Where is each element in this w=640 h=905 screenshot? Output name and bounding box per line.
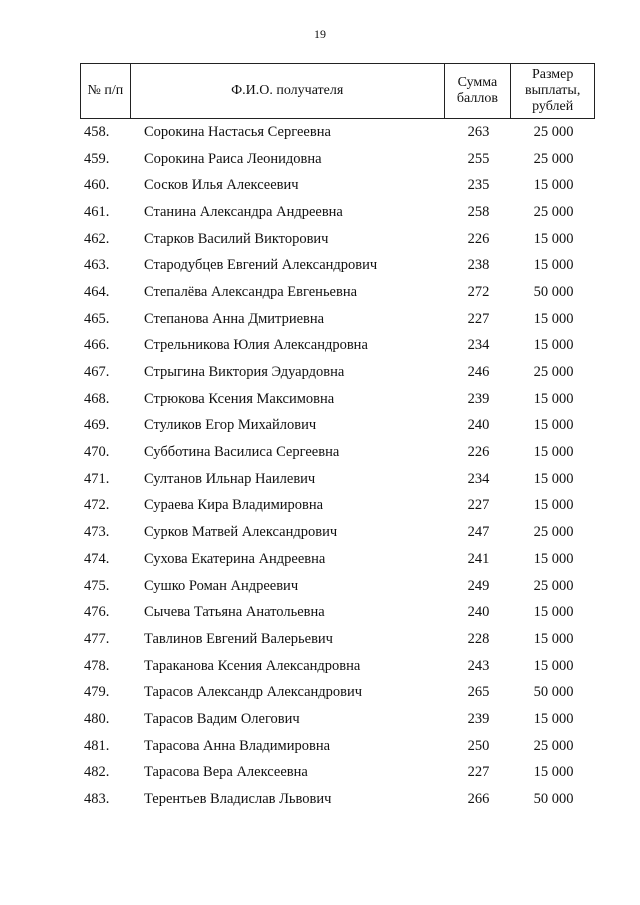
row-score: 226 — [467, 444, 490, 461]
row-payment: 15 000 — [533, 497, 574, 514]
row-name: Степанова Анна Дмитриевна — [144, 310, 325, 327]
row-num: 483. — [84, 791, 110, 808]
row-score: 227 — [467, 310, 490, 327]
row-score: 226 — [467, 230, 490, 247]
header-name: Ф.И.О. получателя — [131, 64, 445, 118]
row-num: 465. — [84, 310, 110, 327]
table-row — [80, 653, 595, 680]
row-num: 464. — [84, 283, 110, 300]
row-payment: 50 000 — [533, 791, 574, 808]
row-num: 459. — [84, 150, 110, 167]
row-num: 458. — [84, 123, 110, 140]
table-header — [80, 63, 595, 119]
row-payment: 15 000 — [533, 630, 574, 647]
row-name: Тавлинов Евгений Валерьевич — [144, 630, 333, 647]
row-num: 471. — [84, 470, 110, 487]
row-num: 474. — [84, 550, 110, 567]
row-name: Стародубцев Евгений Александрович — [144, 257, 378, 274]
row-name: Тараканова Ксения Александровна — [144, 657, 361, 674]
row-payment: 15 000 — [533, 604, 574, 621]
row-num: 462. — [84, 230, 110, 247]
row-payment: 25 000 — [533, 203, 574, 220]
row-score: 235 — [467, 177, 490, 194]
row-num: 470. — [84, 444, 110, 461]
table-row — [80, 413, 595, 440]
row-num: 460. — [84, 177, 110, 194]
row-name: Стуликов Егор Михайлович — [144, 417, 317, 434]
row-name: Сушко Роман Андреевич — [144, 577, 299, 594]
table-row — [80, 493, 595, 520]
row-name: Тарасова Вера Алексеевна — [144, 764, 308, 781]
row-score: 228 — [467, 630, 490, 647]
row-name: Стрыгина Виктория Эдуардовна — [144, 364, 345, 381]
row-payment: 25 000 — [533, 150, 574, 167]
row-name: Стрельникова Юлия Александровна — [144, 337, 368, 354]
table-row — [80, 146, 595, 173]
row-name: Сосков Илья Алексеевич — [144, 177, 299, 194]
row-num: 476. — [84, 604, 110, 621]
row-score: 234 — [467, 337, 490, 354]
row-payment: 15 000 — [533, 764, 574, 781]
row-score: 250 — [467, 737, 490, 754]
table-row — [80, 573, 595, 600]
row-score: 241 — [467, 550, 490, 567]
table-row — [80, 786, 595, 813]
row-num: 463. — [84, 257, 110, 274]
table-row — [80, 679, 595, 706]
row-num: 479. — [84, 684, 110, 701]
row-num: 461. — [84, 203, 110, 220]
row-payment: 15 000 — [533, 444, 574, 461]
row-payment: 25 000 — [533, 123, 574, 140]
row-name: Стрюкова Ксения Максимовна — [144, 390, 335, 407]
row-num: 475. — [84, 577, 110, 594]
row-name: Сорокина Настасья Сергеевна — [144, 123, 331, 140]
row-name: Сорокина Раиса Леонидовна — [144, 150, 322, 167]
header-score: Сумма баллов — [445, 64, 512, 118]
row-name: Тарасов Александр Александрович — [144, 684, 363, 701]
header-payment: Размер выплаты, рублей — [524, 67, 581, 114]
row-score: 255 — [467, 150, 490, 167]
row-name: Сурков Матвей Александрович — [144, 524, 338, 541]
row-name: Степалёва Александра Евгеньевна — [144, 283, 358, 300]
row-num: 478. — [84, 657, 110, 674]
table-row — [80, 359, 595, 386]
table-body — [80, 119, 595, 813]
row-score: 227 — [467, 497, 490, 514]
table-row — [80, 199, 595, 226]
row-num: 466. — [84, 337, 110, 354]
row-payment: 15 000 — [533, 417, 574, 434]
page-number: 19 — [314, 27, 326, 41]
row-score: 249 — [467, 577, 490, 594]
row-name: Старков Василий Викторович — [144, 230, 329, 247]
row-name: Терентьев Владислав Львович — [144, 791, 332, 808]
row-score: 266 — [467, 791, 490, 808]
row-num: 472. — [84, 497, 110, 514]
row-name: Сураева Кира Владимировна — [144, 497, 324, 514]
table-row — [80, 333, 595, 360]
row-payment: 25 000 — [533, 524, 574, 541]
row-payment: 15 000 — [533, 550, 574, 567]
row-payment: 15 000 — [533, 177, 574, 194]
table-row — [80, 733, 595, 760]
row-payment: 15 000 — [533, 310, 574, 327]
row-payment: 15 000 — [533, 337, 574, 354]
table-row — [80, 119, 595, 146]
table-row — [80, 599, 595, 626]
row-name: Тарасова Анна Владимировна — [144, 737, 331, 754]
row-name: Султанов Ильнар Наилевич — [144, 470, 316, 487]
row-payment: 15 000 — [533, 710, 574, 727]
row-payment: 15 000 — [533, 390, 574, 407]
row-payment: 15 000 — [533, 470, 574, 487]
row-score: 240 — [467, 417, 490, 434]
row-name: Станина Александра Андреевна — [144, 203, 343, 220]
row-score: 265 — [467, 684, 490, 701]
table-row — [80, 626, 595, 653]
row-num: 467. — [84, 364, 110, 381]
row-payment: 15 000 — [533, 657, 574, 674]
row-name: Субботина Василиса Сергеевна — [144, 444, 340, 461]
table-row — [80, 252, 595, 279]
table-row — [80, 386, 595, 413]
row-num: 481. — [84, 737, 110, 754]
row-payment: 50 000 — [533, 283, 574, 300]
row-num: 473. — [84, 524, 110, 541]
row-payment: 25 000 — [533, 737, 574, 754]
row-num: 480. — [84, 710, 110, 727]
row-score: 238 — [467, 257, 490, 274]
table-row — [80, 706, 595, 733]
row-num: 469. — [84, 417, 110, 434]
row-num: 482. — [84, 764, 110, 781]
row-name: Сычева Татьяна Анатольевна — [144, 604, 325, 621]
table-row — [80, 279, 595, 306]
row-num: 468. — [84, 390, 110, 407]
row-score: 246 — [467, 364, 490, 381]
table-row — [80, 226, 595, 253]
row-score: 234 — [467, 470, 490, 487]
row-score: 272 — [467, 283, 490, 300]
row-score: 227 — [467, 764, 490, 781]
table-row — [80, 519, 595, 546]
row-name: Тарасов Вадим Олегович — [144, 710, 300, 727]
row-payment: 15 000 — [533, 257, 574, 274]
row-num: 477. — [84, 630, 110, 647]
row-score: 258 — [467, 203, 490, 220]
row-payment: 50 000 — [533, 684, 574, 701]
table-row — [80, 439, 595, 466]
row-name: Сухова Екатерина Андреевна — [144, 550, 326, 567]
row-score: 243 — [467, 657, 490, 674]
header-num: № п/п — [81, 64, 131, 118]
row-payment: 25 000 — [533, 577, 574, 594]
row-score: 247 — [467, 524, 490, 541]
row-score: 239 — [467, 390, 490, 407]
table-row — [80, 760, 595, 787]
row-score: 240 — [467, 604, 490, 621]
row-score: 263 — [467, 123, 490, 140]
table-row — [80, 172, 595, 199]
table-row — [80, 546, 595, 573]
table-row — [80, 466, 595, 493]
row-payment: 25 000 — [533, 364, 574, 381]
table-row — [80, 306, 595, 333]
row-score: 239 — [467, 710, 490, 727]
row-payment: 15 000 — [533, 230, 574, 247]
